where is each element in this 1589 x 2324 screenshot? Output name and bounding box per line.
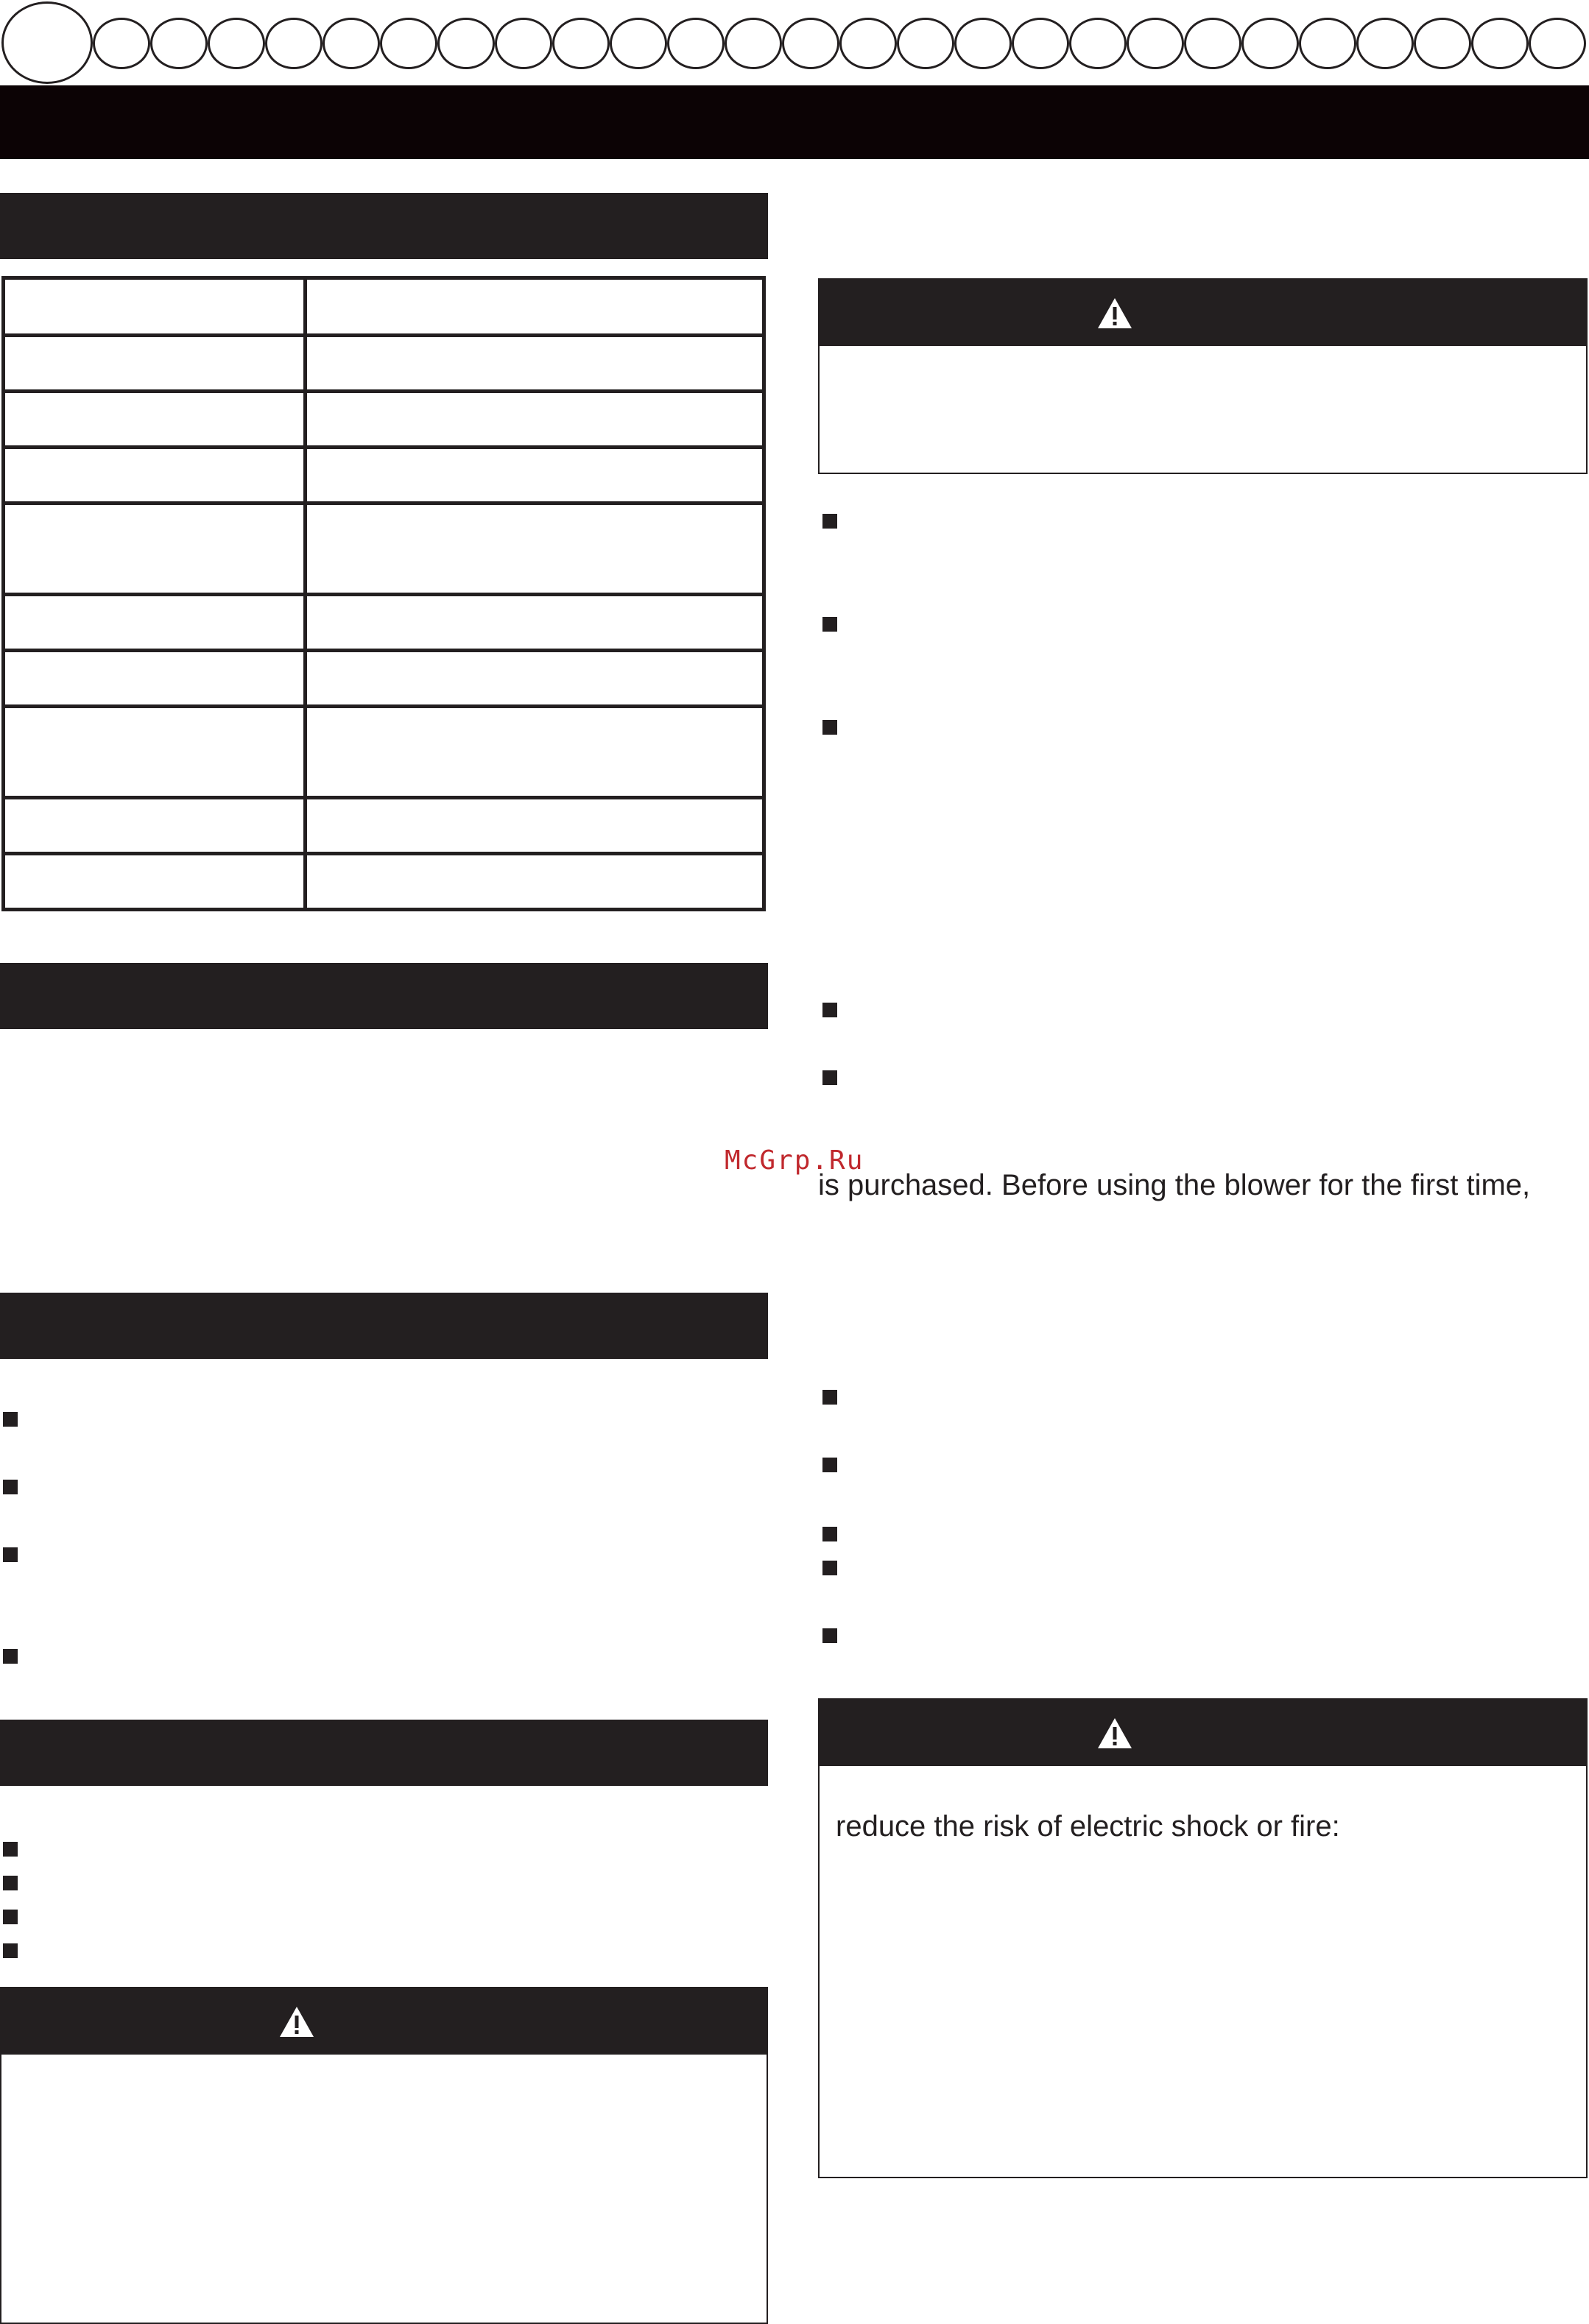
list-bullet (822, 1628, 837, 1643)
language-circle[interactable] (323, 18, 380, 69)
language-circle[interactable] (1012, 18, 1069, 69)
language-circle[interactable] (897, 18, 954, 69)
list-bullet (822, 1003, 837, 1017)
section-header-bar-4 (0, 1720, 768, 1786)
language-circle[interactable] (839, 18, 897, 69)
warning-box-right-1 (818, 278, 1588, 474)
language-circle[interactable] (954, 18, 1012, 69)
table-cell (303, 333, 766, 393)
table-cell (1, 501, 307, 596)
language-circle[interactable] (437, 18, 495, 69)
table-cell (1, 593, 307, 652)
table-cell (1, 276, 307, 337)
table-cell (303, 704, 766, 799)
table-cell (303, 389, 766, 449)
table-cell (1, 852, 307, 911)
specifications-table (1, 276, 766, 908)
language-circle[interactable] (1069, 18, 1127, 69)
table-cell (1, 649, 307, 708)
table-cell (1, 445, 307, 505)
body-text-line: is purchased. Before using the blower for the first time, (818, 1169, 1531, 1201)
list-bullet (822, 514, 837, 529)
language-circle[interactable] (1414, 18, 1471, 69)
table-cell (1, 796, 307, 855)
table-cell (303, 852, 766, 911)
language-circle[interactable] (265, 18, 323, 69)
language-circle[interactable] (610, 18, 667, 69)
list-bullet (3, 1649, 18, 1664)
language-circle[interactable] (782, 18, 839, 69)
table-cell (303, 593, 766, 652)
warning-text: reduce the risk of electric shock or fire: (836, 1810, 1340, 1843)
list-bullet (3, 1876, 18, 1890)
table-cell (1, 333, 307, 393)
list-bullet (3, 1842, 18, 1857)
watermark-text: McGrp.Ru (725, 1145, 864, 1176)
list-bullet (822, 1458, 837, 1472)
table-cell (303, 649, 766, 708)
language-circle[interactable] (1529, 18, 1586, 69)
list-bullet (3, 1910, 18, 1924)
list-bullet (822, 617, 837, 632)
warning-header (820, 1700, 1586, 1766)
language-circle[interactable] (1471, 18, 1529, 69)
warning-box-left (0, 1987, 768, 2324)
list-bullet (822, 720, 837, 735)
list-bullet (822, 1561, 837, 1575)
table-cell (1, 389, 307, 449)
list-bullet (3, 1480, 18, 1494)
warning-header (1, 1988, 767, 2055)
list-bullet (3, 1412, 18, 1427)
section-header-bar-3 (0, 1293, 768, 1359)
language-circle[interactable] (208, 18, 265, 69)
language-circle[interactable] (1241, 18, 1299, 69)
table-cell (303, 445, 766, 505)
list-bullet (822, 1390, 837, 1405)
language-circle-active[interactable] (1, 1, 93, 84)
list-bullet (3, 1943, 18, 1958)
table-cell (1, 704, 307, 799)
section-header-bar-1 (0, 193, 768, 259)
language-circle[interactable] (1127, 18, 1184, 69)
language-circle[interactable] (1356, 18, 1414, 69)
language-circle[interactable] (1184, 18, 1241, 69)
table-cell (303, 276, 766, 337)
page-header-bar (0, 85, 1589, 159)
language-circle[interactable] (495, 18, 552, 69)
language-circle[interactable] (667, 18, 725, 69)
language-selector-row (0, 0, 1589, 85)
language-circle[interactable] (1299, 18, 1356, 69)
list-bullet (822, 1527, 837, 1541)
language-circle[interactable] (93, 18, 150, 69)
list-bullet (3, 1547, 18, 1562)
language-circle[interactable] (150, 18, 208, 69)
section-header-bar-2 (0, 963, 768, 1029)
table-cell (303, 796, 766, 855)
warning-box-right-2 (818, 1698, 1588, 2178)
table-cell (303, 501, 766, 596)
warning-triangle-icon (1096, 1716, 1133, 1750)
list-bullet (822, 1070, 837, 1085)
warning-header (820, 280, 1586, 346)
language-circle[interactable] (725, 18, 782, 69)
warning-triangle-icon (1096, 296, 1133, 330)
language-circle[interactable] (380, 18, 437, 69)
language-circle[interactable] (552, 18, 610, 69)
warning-triangle-icon (278, 2005, 315, 2038)
